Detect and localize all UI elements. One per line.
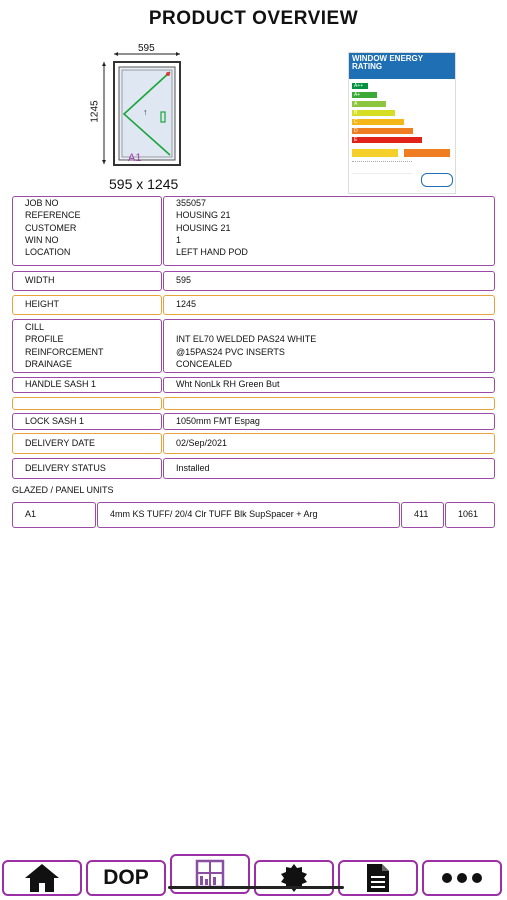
reference-label: REFERENCE (25, 210, 81, 221)
cill-label: CILL (25, 322, 45, 332)
delivery-status-value: Installed (163, 458, 495, 479)
blank-row (12, 397, 495, 410)
lock-value: 1050mm FMT Espag (163, 413, 495, 430)
energy-bar-b: B (352, 110, 395, 116)
reinforcement-label: REINFORCEMENT (25, 346, 104, 357)
energy-bar-c: C (352, 119, 404, 125)
job-no-value: 355057 (176, 198, 207, 208)
blank-label (12, 397, 162, 410)
spec-labels (12, 319, 162, 373)
reference-value: HOUSING 21 (176, 210, 231, 221)
height-dimension-label: 1245 (89, 100, 101, 123)
energy-rating-label (348, 52, 456, 194)
profile-value: INT EL70 WELDED PAS24 WHITE (176, 334, 317, 345)
bottom-nav (0, 856, 507, 900)
lock-label: LOCK SASH 1 (12, 413, 162, 430)
delivery-status-label: DELIVERY STATUS (12, 458, 162, 479)
drainage-label: DRAINAGE (25, 358, 73, 369)
location-value: LEFT HAND POD (176, 247, 248, 258)
job-info-row (12, 196, 495, 266)
handle-label: HANDLE SASH 1 (12, 377, 162, 393)
certass-logo (421, 173, 453, 187)
drainage-value: CONCEALED (176, 358, 233, 369)
pane-label: A1 (128, 152, 142, 164)
home-indicator (168, 886, 344, 889)
energy-label-heading: WINDOW ENERGY RATING (349, 53, 455, 79)
document-icon (365, 863, 391, 893)
customer-value: HOUSING 21 (176, 222, 231, 233)
glazed-unit-row (12, 502, 495, 528)
energy-bar-e: E (352, 137, 422, 143)
spec-row (12, 319, 495, 373)
more-tab[interactable] (422, 860, 502, 896)
delivery-date-value: 02/Sep/2021 (163, 433, 495, 454)
certificate-tab[interactable] (254, 860, 334, 896)
page-title: PRODUCT OVERVIEW (148, 8, 359, 29)
height-row (12, 295, 495, 315)
glazed-units-heading: GLAZED / PANEL UNITS (12, 485, 114, 495)
dop-label: DOP (103, 866, 149, 889)
location-label: LOCATION (25, 247, 71, 258)
width-value: 595 (163, 271, 495, 291)
cill-value (176, 321, 494, 333)
glazed-desc: 4mm KS TUFF/ 20/4 Clr TUFF Blk SupSpacer + Arg (97, 502, 400, 528)
energy-rating-box (352, 149, 398, 157)
document-tab[interactable] (338, 860, 418, 896)
energy-bar-a: A (352, 101, 386, 107)
height-value: 1245 (163, 295, 495, 315)
handle-row (12, 377, 495, 393)
lock-row (12, 413, 495, 430)
glazed-height: 1061 (445, 502, 495, 528)
delivery-date-row (12, 433, 495, 454)
more-icon (440, 871, 484, 885)
glazed-ref: A1 (12, 502, 96, 528)
home-icon (23, 863, 61, 893)
window-icon (195, 859, 225, 889)
spec-values (163, 319, 495, 373)
job-info-values (163, 196, 495, 266)
job-info-labels (12, 196, 162, 266)
handle-value: Wht NonLk RH Green But (163, 377, 495, 393)
width-dimension-label: 595 (138, 43, 155, 54)
profile-label: PROFILE (25, 334, 64, 345)
window-drawing (89, 43, 196, 194)
energy-stars (352, 161, 412, 167)
win-no-label: WIN NO (25, 234, 59, 245)
width-row (12, 271, 495, 291)
energy-bar-aplus: A+ (352, 92, 377, 98)
energy-bar-aplusplus: A++ (352, 83, 368, 89)
energy-index-box (404, 149, 450, 157)
dop-tab[interactable] (86, 860, 166, 896)
win-no-value: 1 (176, 234, 182, 245)
energy-bar-d: D (352, 128, 413, 134)
height-label: HEIGHT (12, 295, 162, 315)
size-label: 595 x 1245 (109, 176, 179, 192)
glazed-width: 411 (401, 502, 444, 528)
customer-label: CUSTOMER (25, 222, 77, 233)
delivery-status-row (12, 458, 495, 479)
arrow-icon: ↑ (143, 107, 148, 117)
blank-value (163, 397, 495, 410)
job-no-label: JOB NO (25, 198, 59, 208)
energy-footer (352, 173, 412, 188)
delivery-date-label: DELIVERY DATE (12, 433, 162, 454)
width-label: WIDTH (12, 271, 162, 291)
reinforcement-value: @15PAS24 PVC INSERTS (176, 346, 285, 357)
home-tab[interactable] (2, 860, 82, 896)
